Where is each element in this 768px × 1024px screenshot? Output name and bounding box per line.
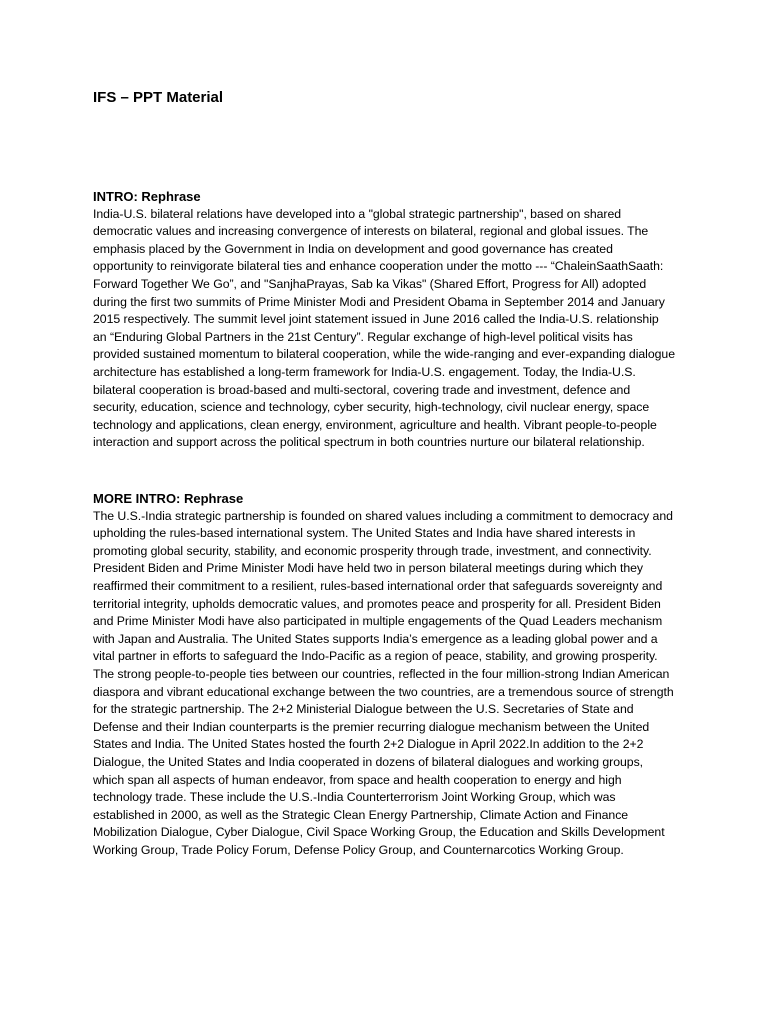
section-heading-intro: INTRO: Rephrase	[93, 189, 201, 204]
section-body-intro: India-U.S. bilateral relations have developed into a "global strategic partnership", based on shared democratic values and increasing convergence of interests on bilateral, regional and global issues. The emphasis placed by the Government in India on development and good governance has created opportunity to reinvigorate bilateral ties and enhance cooperation under the motto --- “ChaleinSaathSaath: Forward Together We Go”, and "SanjhaPrayas, Sab ka Vikas" (Shared Effort, Progress for All) adopted during the first two summits of Prime Minister Modi and President Obama in September 2014 and January 2015 respectively. The summit level joint statement issued in June 2016 called the India-U.S. relationship an “Enduring Global Partners in the 21st Century”. Regular exchange of high-level political visits has provided sustained momentum to bilateral cooperation, while the wide-ranging and ever-expanding dialogue architecture has established a long-term framework for India-U.S. engagement. Today, the India-U.S. bilateral cooperation is broad-based and multi-sectoral, covering trade and investment, defence and security, education, science and technology, cyber security, high-technology, civil nuclear energy, space technology and applications, clean energy, environment, agriculture and health. Vibrant people-to-people interaction and support across the political spectrum in both countries nurture our bilateral relationship.	[93, 206, 676, 450]
section-more-intro	[93, 490, 675, 859]
document-title: IFS – PPT Material	[93, 89, 224, 106]
section-body-more-intro: The U.S.-India strategic partnership is founded on shared values including a commitment to democracy and upholding the rules-based international system. The United States and India have shared interests in promoting global security, stability, and economic prosperity through trade, investment, and connectivity. President Biden and Prime Minister Modi have held two in person bilateral meetings during which they reaffirmed their commitment to a resilient, rules-based international order that safeguards sovereignty and territorial integrity, upholds democratic values, and promotes peace and prosperity for all. President Biden and Prime Minister Modi have also participated in multiple engagements of the Quad Leaders mechanism with Japan and Australia. The United States supports India’s emergence as a leading global power and a vital partner in efforts to safeguard the Indo-Pacific as a region of peace, stability, and growing prosperity. The strong people-to-people ties between our countries, reflected in the four million-strong Indian American diaspora and vibrant educational exchange between the two countries, are a tremendous source of strength for the strategic partnership. The 2+2 Ministerial Dialogue between the U.S. Secretaries of State and Defense and their Indian counterparts is the premier recurring dialogue mechanism between the United States and India. The United States hosted the fourth 2+2 Dialogue in April 2022.In addition to the 2+2 Dialogue, the United States and India cooperated in dozens of bilateral dialogues and working groups, which span all aspects of human endeavor, from space and health cooperation to energy and high technology trade. These include the U.S.-India Counterterrorism Joint Working Group, which was established in 2000, as well as the Strategic Clean Energy Partnership, Climate Action and Finance Mobilization Dialogue, Cyber Dialogue, Civil Space Working Group, the Education and Skills Development Working Group, Trade Policy Forum, Defense Policy Group, and Counternarcotics Working Group.	[93, 508, 674, 857]
section-heading-more-intro: MORE INTRO: Rephrase	[93, 491, 244, 506]
section-intro	[93, 188, 675, 452]
